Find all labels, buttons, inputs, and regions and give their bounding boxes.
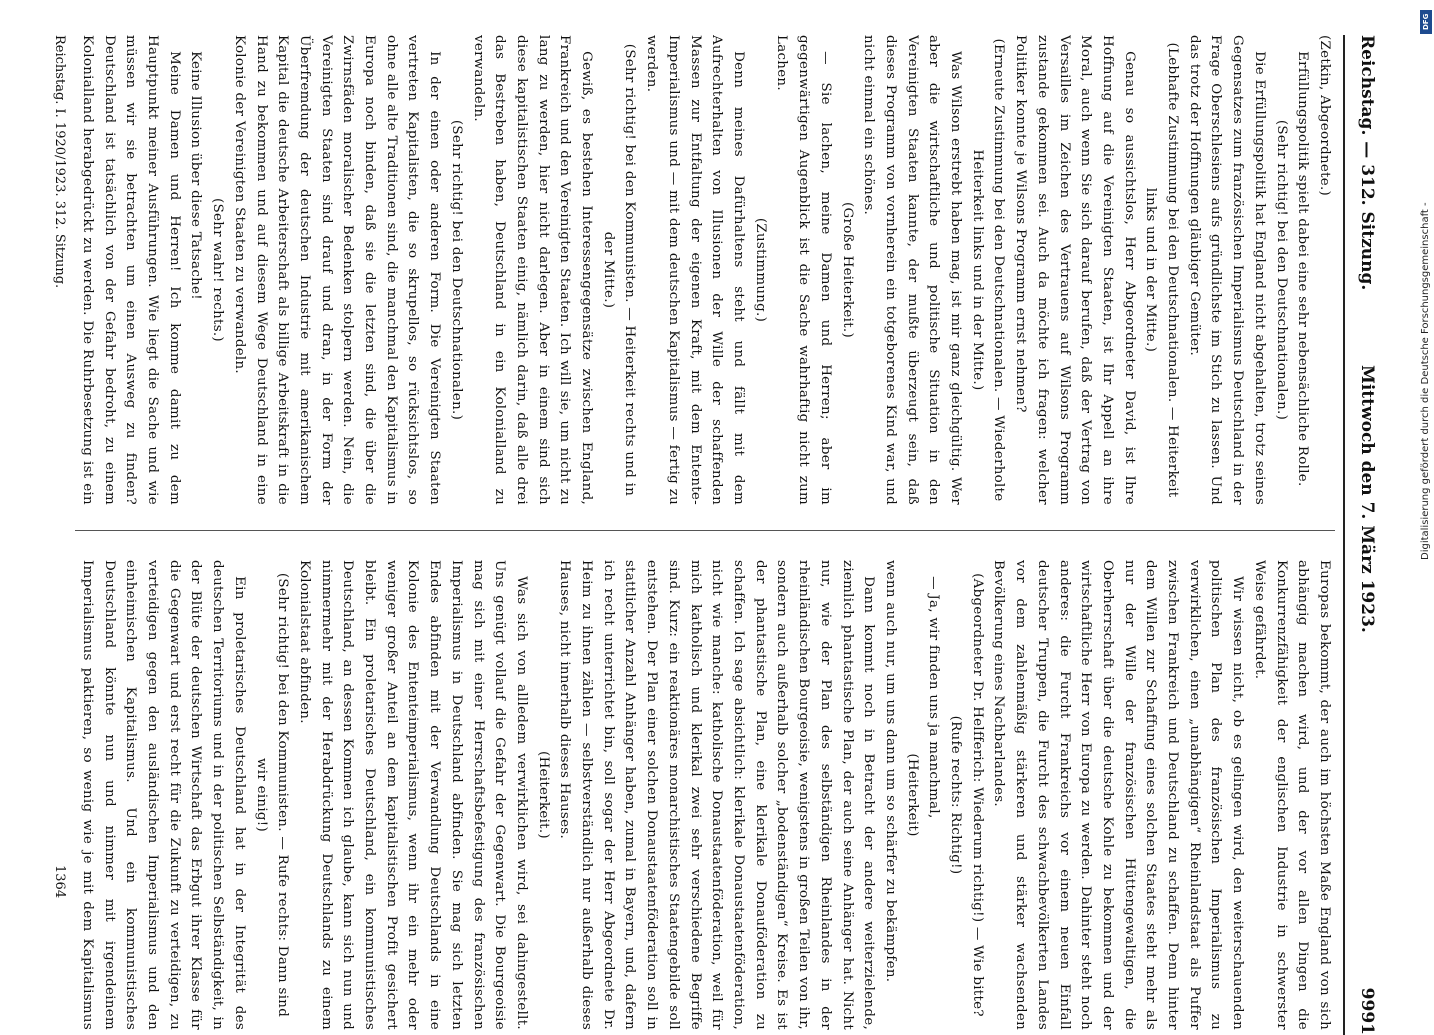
page-footer: [47, 35, 67, 1035]
paragraph: wenn auch nur, um uns dann um so schärfer zu bekämpfen.: [882, 560, 898, 983]
page-header: [1345, 35, 1385, 1035]
header-page-number: 9991: [1357, 987, 1377, 1035]
paragraph: (Zetkin, Abgeordnete.): [1317, 35, 1332, 197]
dfg-logo: DFG: [1420, 10, 1432, 34]
header-session: Reichstag. — 312. Sitzung.: [1357, 35, 1377, 291]
paragraph: Gewiß, es bestehen Interessengegensätze zwischen England, Frankreich und den Vereinigten Staaten. Ich will sie, um nicht zu lang zu werden, hier nicht darlegen. Aber in einem sind sich diese kapitalistischen Staaten einig, nämlich darin, daß alle drei das Bestreben haben, Deutschland in ein Kolonialland zu verwandeln.: [470, 35, 595, 505]
header-date: Mittwoch den 7. März 1923.: [1357, 365, 1377, 633]
paragraph: Denn meines Dafürhaltens steht und fällt mit dem Aufrechterhalten von Illusionen der Wille der schaffenden Massen zur Entfaltung der eigenen Kraft, mit dem Entente-Imperialismus und — mit dem deutschen Kapitalismus — fertig zu werden.: [644, 35, 747, 505]
interjection: (Sehr wahr! rechts.): [210, 198, 226, 342]
interjection: (Zustimmung.): [752, 217, 768, 323]
interjection: (Erneute Zustimmung bei den Deutschnationalen. — Wiederholte Heiterkeit links und in der Mitte.): [969, 38, 1007, 502]
interjection: (Lebhafte Zustimmung bei den Deutschnationalen. — Heiterkeit links und in der Mitte.): [1143, 42, 1181, 498]
interjection: (Abgeordneter Dr. Helfferich: Wiederum richtig!) — Wie bitte?: [969, 573, 985, 1017]
digitization-credit: [1420, 10, 1432, 570]
paragraph: In der einen oder anderen Form. Die Vereinigten Staaten vertreten Kapitalisten, die so skrupellos, so rücksichtslos, so ohne alle alte Traditionen sind, die manchmal den Kapitalismus in Europa noch binden, daß sie die letzten sind, die über die Zwirnsfäden moralischer Bedenken stolpern werden. Nein, die Vereinigten Staaten sind drauf und dran, in der Form der Überfremdung der deutschen Industrie mit amerikanischem Kapital die deutsche Arbeiterschaft als billige Arbeitskraft in die Hand zu bekommen und auf diesem Wege Deutschland in eine Kolonie der Vereinigten Staaten zu verwandeln.: [231, 35, 443, 505]
interjection: (Große Heiterkeit.): [839, 202, 855, 338]
left-column: [75, 35, 1335, 505]
footer-reference: Reichstag. I. 1920/1923. 312. Sitzung.: [52, 35, 67, 289]
paragraph: Genau so aussichtslos, Herr Abgeordneter David, ist Ihre Hoffnung auf die Vereinigten Staaten, ist Ihr Appell an ihre Moral, auch wenn Sie sich darauf berufen, daß der Vertrag von Versailles im Zeichen des Vertrauens auf Wilsons Programm zustande gekommen sei. Auch da möchte ich fragen: welcher Politiker konnte je Wilsons Programm ernst nehmen?: [1013, 35, 1137, 505]
paragraph: — Sie lachen, meine Damen und Herren; aber im gegenwärtigen Augenblick ist die Sache wahrhaftig nicht zum Lachen.: [774, 35, 833, 505]
paragraph: Keine Illusion über diese Tatsache!: [188, 51, 204, 300]
paragraph: Europas bekommt, der auch im höchsten Maße England von sich abhängig machen wird, und der vor allen Dingen die Konkurrenzfähigkeit der englischen Industrie in schwerster Weise gefährdet.: [1251, 560, 1332, 1030]
column-divider: [75, 530, 1335, 531]
header-rule: [1343, 35, 1345, 1035]
interjection: (Sehr richtig! bei den Deutschnationalen.): [448, 119, 464, 421]
paragraph: Erfüllungspolitik spielt dabei eine sehr nebensächliche Rolle.: [1295, 51, 1311, 487]
paragraph: — Ja, wir finden uns ja manchmal,: [926, 576, 942, 819]
paragraph: Dann kommt noch in Betracht der andere weiterzielende, ziemlich phantastische Plan, der auch seine Anhänger hat. Nicht nur, wie der Plan des selbständigen Rheinlandes in der rheinländischen Bourgeoisie, wenigstens in großen Teilen von ihr, sondern auch außerhalb solcher „bodenständigen“ Kreise. Es ist der phantastische Plan, eine klerikale Donauföderation zu schaffen. Ich sage absichtlich: klerikale Donaustaatenföderation, nicht wie manche: katholische Donaustaatenföderation, weil für mich katholisch und klerikal zwei sehr verschiedene Begriffe sind. Kurz: ein reaktionäres monarchistisches Staatengebilde soll entstehen. Der Plan einer solchen Donaustaatenföderation soll in stattlicher Anzahl Anhänger haben, zumal in Bayern, und, dafern ich recht unterrichtet bin, soll sogar der Herr Abgeordnete Dr. Heim zu ihnen zählen — selbstverständlich nur außerhalb dieses Hauses, nicht innerhalb dieses Hauses.: [557, 560, 877, 1030]
text-columns: [75, 35, 1335, 1035]
paragraph: Meine Damen und Herren! Ich komme damit zu dem Hauptpunkt meiner Ausführungen. Wie liegt die Sache und wie müssen wir sie betrachten um einen Ausweg zu finden? Deutschland ist tatsächlich von der Gefahr bedroht, zu einem Kolonialland herabgedrückt zu werden. Die Ruhrbesetzung ist ein: [79, 35, 182, 505]
interjection: (Heiterkeit): [904, 753, 920, 837]
interjection: (Rufe rechts: Richtig!): [948, 715, 964, 875]
interjection: (Sehr richtig! bei den Deutschnationalen.): [1273, 119, 1289, 421]
footer-sheet-number: 1364: [52, 865, 67, 899]
right-column: [75, 560, 1335, 1030]
paragraph: Was Wilson erstrebt haben mag, ist mir ganz gleichgültig. Wer aber die wirtschaftliche und politische Situation in den Vereinigten Staaten kannte, der mußte überzeugt sein, daß dieses Programm von vornherein ein totgeborenes Kind war, und nicht einmal ein schönes.: [861, 35, 964, 505]
paragraph: Die Erfüllungspolitik hat England nicht abgehalten, trotz seines Gegensatzes zum französischen Imperialismus Deutschland in der Frage Oberschlesiens aufs gründlichste im Stich zu lassen. Und das trotz der Hoffnungen gläubiger Gemüter.: [1186, 35, 1267, 505]
paragraph: Was sich von allledem verwirklichen wird, sei dahingestellt. Uns genügt vollauf die Gefahr der Gegenwart. Die Bourgeoisie mag sich mit einer Herrschaftsbefestigung des französischen Imperialismus in Deutschland abfinden. Sie mag sich letzten Endes abfinden mit der Verwandlung Deutschlands in eine Kolonie des Ententeimperialismus, wenn ihr ein mehr oder weniger großer Anteil an dem kapitalistischen Profit gesichert bleibt. Ein proletarisches Deutschland, ein kommunistisches Deutschland, an dessen Kommen ich glaube, kann sich nun und nimmermehr mit der Herabdrückung Deutschlands zu einem Kolonialstaat abfinden.: [296, 560, 529, 1030]
document-page: [45, 35, 1385, 1035]
funding-note: Digitalisierung gefördert durch die Deutsche Forschungsgemeinschaft -: [1420, 202, 1431, 560]
paragraph: Ein proletarisches Deutschland hat in der Integrität des deutschen Territoriums und in der politischen Selbständigkeit, in der Blüte der deutschen Wirtschaft das Erbgut ihrer Klasse für die Gegenwart und erst recht für die Zukunft zu verteidigen, zu verteidigen gegen den ausländischen Imperialismus und den einheimischen Kapitalismus. Und ein kommunistisches Deutschland könnte nun und nimmer mit irgendeinem Imperialismus paktieren, so wenig wie je mit dem Kapitalismus: [79, 560, 247, 1030]
interjection: (Sehr richtig! bei den Kommunisten. — Rufe rechts: Dann sind wir einig!): [253, 572, 291, 1018]
interjection: (Sehr richtig! bei den Kommunisten. — Heiterkeit rechts und in der Mitte.): [600, 43, 638, 497]
paragraph: Wir wissen nicht, ob es gelingen wird, den weiterschauenden politischen Plan des französischen Imperialismus zu verwirklichen, einen „unabhängigen“ Rheinlandstaat als Puffer zwischen Frankreich und Deutschland zu schaffen. Denn hinter dem Willen zur Schaffung eines solchen Staates steht mehr als nur der Wille der französischen Hüttengewaltigen, die Oberherrschaft über die deutsche Kohle zu bekommen und der wirtschaftliche Herr von Europa zu werden. Dahinter steht noch anderes: die Furcht Frankreichs vor einem neuen Einfall deutscher Truppen, die Furcht des schwachbevölkerten Landes vor dem zahlenmäßig stärkeren und stärker wachsenden Bevölkerung eines Nachbarlandes.: [991, 560, 1246, 1030]
interjection: (Heiterkeit.): [535, 751, 551, 839]
